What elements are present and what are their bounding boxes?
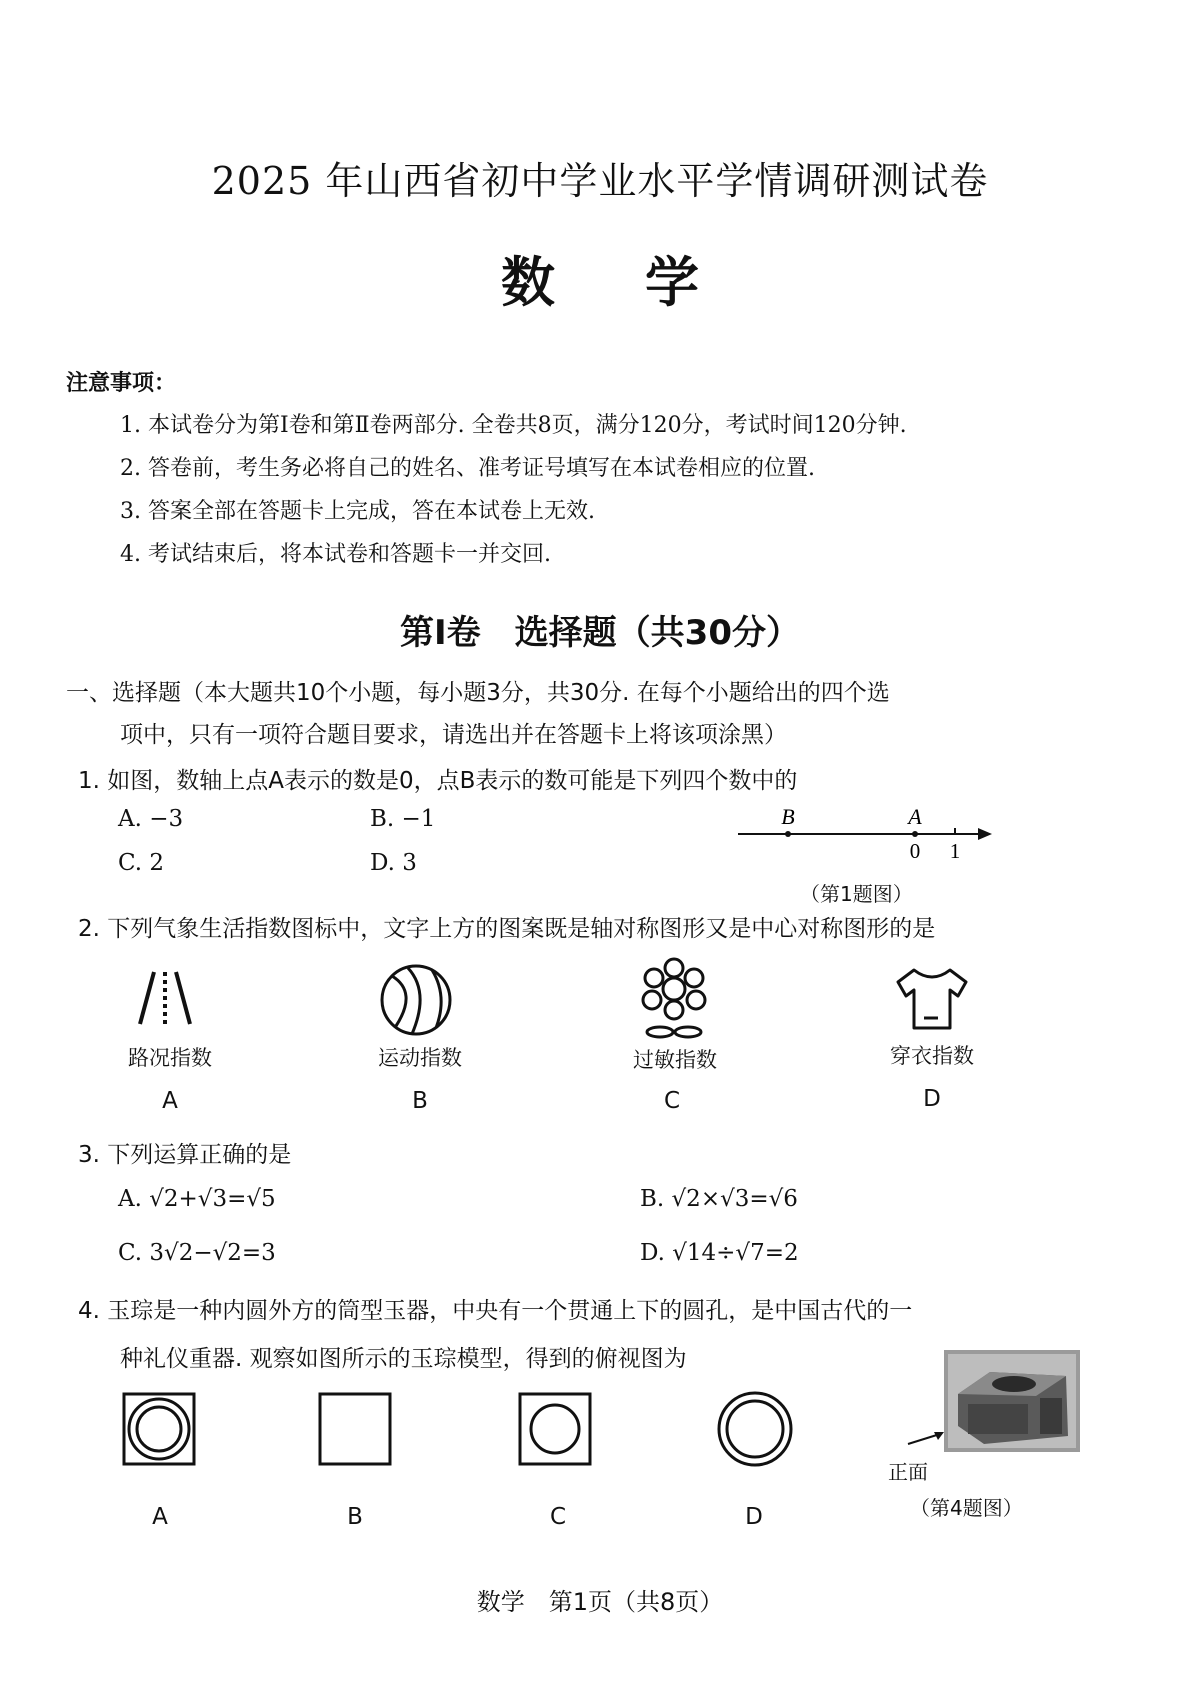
q4-option-a: A xyxy=(152,1504,168,1530)
q1-option-a: A. −3 xyxy=(118,806,184,832)
subject-title: 数学 xyxy=(501,251,789,314)
top-view-c-icon xyxy=(518,1392,592,1466)
q4-option-d: D xyxy=(745,1504,763,1530)
question-1-text: 1. 如图，数轴上点A表示的数是0，点B表示的数可能是下列四个数中的 xyxy=(78,768,798,794)
q3-option-a: A. √2+√3=√5 xyxy=(118,1186,276,1212)
q1-figure-caption: （第1题图） xyxy=(800,882,913,906)
top-view-d-icon xyxy=(716,1390,794,1468)
exam-title: 2025 年山西省初中学业水平学情调研测试卷 xyxy=(211,159,989,203)
q3-option-c: C. 3√2−√2=3 xyxy=(118,1240,276,1266)
question-2-text: 2. 下列气象生活指数图标中，文字上方的图案既是轴对称图形又是中心对称图形的是 xyxy=(78,916,936,942)
tshirt-icon xyxy=(894,966,970,1032)
notice-item: 3. 答案全部在答题卡上完成，答在本试卷上无效. xyxy=(120,499,595,524)
sport-ball-icon xyxy=(378,962,454,1038)
q2-option-a: A xyxy=(162,1088,178,1114)
q3-option-d: D. √14÷√7=2 xyxy=(640,1240,799,1266)
question-3-text: 3. 下列运算正确的是 xyxy=(78,1142,292,1168)
q3-option-b: B. √2×√3=√6 xyxy=(640,1186,798,1212)
question-4-text: 4. 玉琮是一种内圆外方的筒型玉器，中央有一个贯通上下的圆孔，是中国古代的一 xyxy=(78,1298,913,1324)
q2-option-d: D xyxy=(923,1086,941,1112)
top-view-b-icon xyxy=(318,1392,392,1466)
q2-option-c: C xyxy=(663,1088,681,1114)
icon-label-b: 运动指数 xyxy=(378,1046,462,1070)
section-title: 第Ⅰ卷 选择题（共30分） xyxy=(400,613,800,653)
flower-allergy-icon xyxy=(636,958,712,1042)
question-4-text-cont: 种礼仪重器. 观察如图所示的玉琮模型，得到的俯视图为 xyxy=(120,1346,687,1372)
q1-option-d: D. 3 xyxy=(370,850,417,876)
front-label: 正面 xyxy=(888,1460,928,1484)
section-instruction-cont: 项中，只有一项符合题目要求，请选出并在答题卡上将该项涂黑） xyxy=(120,722,787,748)
icon-label-d: 穿衣指数 xyxy=(890,1044,974,1068)
point-a-label: A xyxy=(908,804,922,829)
q4-figure-caption: （第4题图） xyxy=(910,1496,1023,1520)
q1-option-b: B. −1 xyxy=(370,806,436,832)
notice-item: 4. 考试结束后，将本试卷和答题卡一并交回. xyxy=(120,542,551,567)
notice-item: 2. 答卷前，考生务必将自己的姓名、准考证号填写在本试卷相应的位置. xyxy=(120,456,815,481)
notice-item: 1. 本试卷分为第Ⅰ卷和第Ⅱ卷两部分. 全卷共8页，满分120分，考试时间120分钟. xyxy=(120,413,907,438)
jade-cong-photo xyxy=(944,1350,1080,1452)
q4-option-b: B xyxy=(347,1504,363,1530)
top-view-a-icon xyxy=(122,1392,196,1466)
section-instruction: 一、选择题（本大题共10个小题，每小题3分，共30分. 在每个小题给出的四个选 xyxy=(66,680,890,706)
q2-option-b: B xyxy=(412,1088,428,1114)
notice-title: 注意事项： xyxy=(66,371,177,396)
tick-0-label: 0 xyxy=(909,839,921,863)
q1-option-c: C. 2 xyxy=(118,850,165,876)
q4-option-c: C xyxy=(549,1504,567,1530)
icon-label-c: 过敏指数 xyxy=(633,1048,717,1072)
icon-label-a: 路况指数 xyxy=(128,1046,212,1070)
number-line-figure xyxy=(730,800,1000,880)
page-footer: 数学 第1页（共8页） xyxy=(476,1588,724,1616)
tick-1-label: 1 xyxy=(949,839,961,863)
front-arrow-icon xyxy=(906,1428,946,1448)
point-b-label: B xyxy=(781,804,795,829)
road-condition-icon xyxy=(120,968,210,1028)
